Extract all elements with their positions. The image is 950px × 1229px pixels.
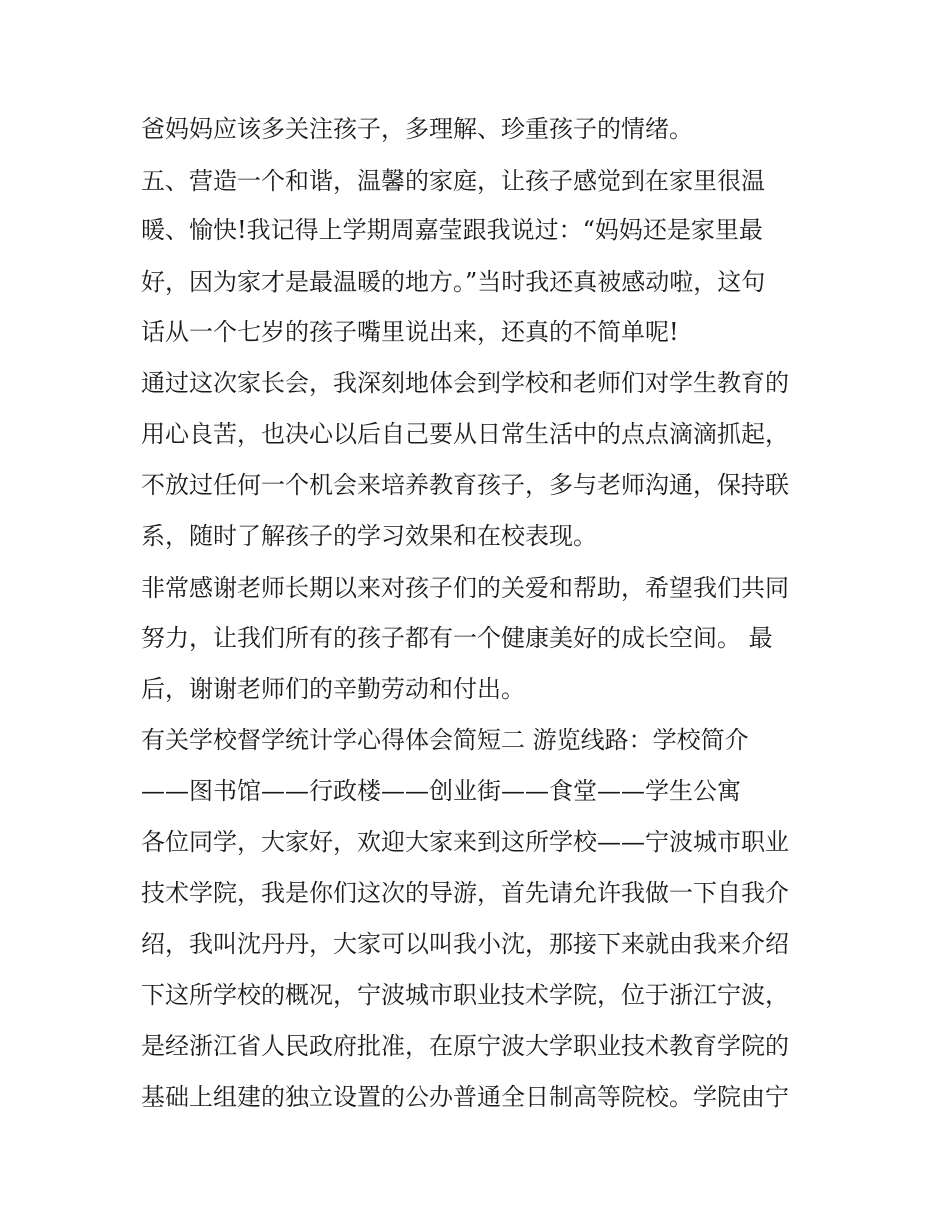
paragraph-line: 五、营造一个和谐，温馨的家庭，让孩子感觉到在家里很温 <box>141 167 765 195</box>
route-line: ——图书馆——行政楼——创业街——食堂——学生公寓 <box>141 777 741 805</box>
paragraph-line: 不放过任何一个机会来培养教育孩子，多与老师沟通，保持联 <box>141 471 789 499</box>
paragraph-line: 是经浙江省人民政府批准，在原宁波大学职业技术教育学院的 <box>141 1032 789 1060</box>
paragraph-line: 努力，让我们所有的孩子都有一个健康美好的成长空间。 最 <box>141 624 773 652</box>
paragraph-line: 非常感谢老师长期以来对孩子们的关爱和帮助，希望我们共同 <box>141 574 789 602</box>
paragraph-line: 绍，我叫沈丹丹，大家可以叫我小沈，那接下来就由我来介绍 <box>141 930 789 958</box>
paragraph-line: 用心良苦，也决心以后自己要从日常生活中的点点滴滴抓起， <box>141 420 789 448</box>
paragraph-line: 下这所学校的概况，宁波城市职业技术学院，位于浙江宁波， <box>141 981 789 1009</box>
paragraph-line: 技术学院，我是你们这次的导游，首先请允许我做一下自我介 <box>141 879 789 907</box>
paragraph-line: 各位同学，大家好，欢迎大家来到这所学校——宁波城市职业 <box>141 828 789 856</box>
section-heading-line: 有关学校督学统计学心得体会简短二 游览线路：学校简介 <box>141 726 749 754</box>
paragraph-line: 基础上组建的独立设置的公办普通全日制高等院校。学院由宁 <box>141 1083 789 1111</box>
paragraph-line: 爸妈妈应该多关注孩子，多理解、珍重孩子的情绪。 <box>141 115 693 143</box>
paragraph-line: 系，随时了解孩子的学习效果和在校表现。 <box>141 522 597 550</box>
paragraph-line: 好，因为家才是最温暖的地方。”当时我还真被感动啦，这句 <box>141 268 766 296</box>
paragraph-line: 通过这次家长会，我深刻地体会到学校和老师们对学生教育的 <box>141 369 789 397</box>
paragraph-line: 暖、愉快!我记得上学期周嘉莹跟我说过：“妈妈还是家里最 <box>141 216 763 244</box>
paragraph-line: 话从一个七岁的孩子嘴里说出来，还真的不简单呢! <box>141 318 679 346</box>
paragraph-line: 后，谢谢老师们的辛勤劳动和付出。 <box>141 675 525 703</box>
